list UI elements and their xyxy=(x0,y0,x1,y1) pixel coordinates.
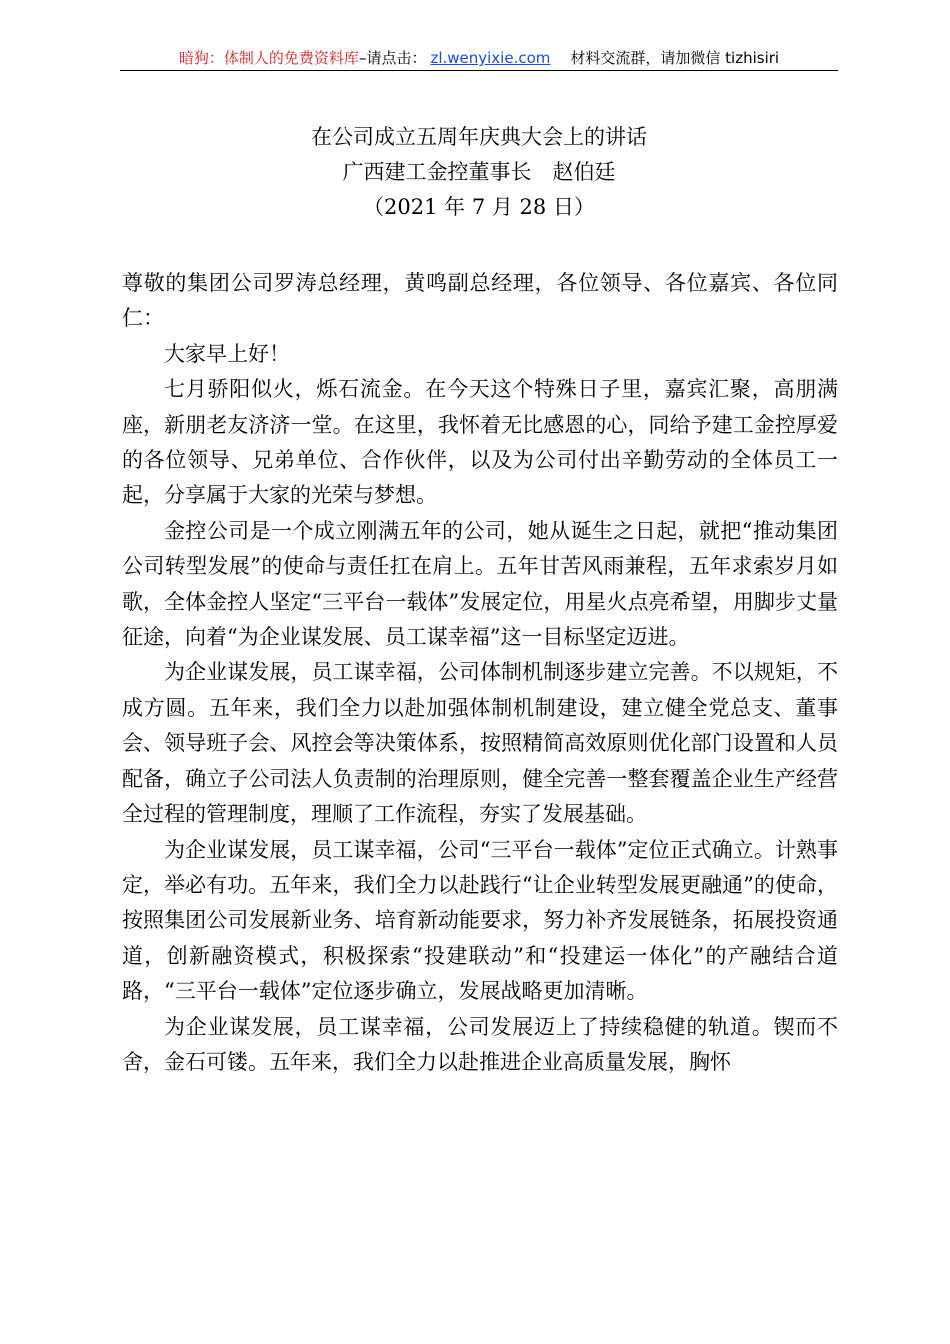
header-note: 材料交流群，请加微信 tizhisiri xyxy=(570,49,780,67)
document-title: 在公司成立五周年庆典大会上的讲话 xyxy=(311,125,647,149)
speech-date: （2021 年 7 月 28 日） xyxy=(363,195,595,219)
paragraph: 为企业谋发展，员工谋幸福，公司发展迈上了持续稳健的轨道。锲而不舍，金石可镂。五年来，我们全力以赴推进企业高质量发展，胸怀 xyxy=(122,1014,838,1074)
header-brand: 暗狗：体制人的免费资料库 xyxy=(178,49,359,67)
paragraph: 为企业谋发展，员工谋幸福，公司体制机制逐步建立完善。不以规矩，不成方圆。五年来，我们全力以赴加强体制机制建设，建立健全党总支、董事会、领导班子会、风控会等决策体系，按照精简高效原则优化部门设置和人员配备，确立子公司法人负责制的治理原则，健全完善一整套覆盖企业生产经营全过程的管理制度，理顺了工作流程，夯实了发展基础。 xyxy=(122,660,838,827)
header-link[interactable]: zl.wenyixie.com xyxy=(430,49,551,67)
paragraph: 为企业谋发展，员工谋幸福，公司“三平台一载体”定位正式确立。计熟事定，举必有功。五年来，我们全力以赴践行“让企业转型发展更融通”的使命，按照集团公司发展新业务、培育新动能要求，努力补齐发展链条，拓展投资通道，创新融资模式，积极探索“投建联动”和“投建运一体化”的产融结合道路，“三平台一载体”定位逐步确立，发展战略更加清晰。 xyxy=(122,837,838,1004)
paragraph: 金控公司是一个成立刚满五年的公司，她从诞生之日起，就把“推动集团公司转型发展”的使命与责任扛在肩上。五年甘苦风雨兼程，五年求索岁月如歌，全体金控人坚定“三平台一载体”发展定位，用星火点亮希望，用脚步丈量征途，向着“为企业谋发展、员工谋幸福”这一目标坚定迈进。 xyxy=(122,518,838,650)
paragraph-greeting: 大家早上好！ xyxy=(164,341,290,366)
site-header xyxy=(120,48,838,68)
speaker-line: 广西建工金控董事长 赵伯廷 xyxy=(342,160,616,184)
header-prompt: –请点击： xyxy=(358,49,427,67)
salutation: 尊敬的集团公司罗涛总经理，黄鸣副总经理，各位领导、各位嘉宾、各位同仁： xyxy=(122,271,838,331)
title-block xyxy=(120,120,838,225)
paragraph: 七月骄阳似火，烁石流金。在今天这个特殊日子里，嘉宾汇聚，高朋满座，新朋老友济济一堂。在这里，我怀着无比感恩的心，同给予建工金控厚爱的各位领导、兄弟单位、合作伙伴，以及为公司付出辛勤劳动的全体员工一起，分享属于大家的光荣与梦想。 xyxy=(122,377,838,508)
header-divider xyxy=(120,70,838,71)
speech-body xyxy=(122,266,838,1080)
